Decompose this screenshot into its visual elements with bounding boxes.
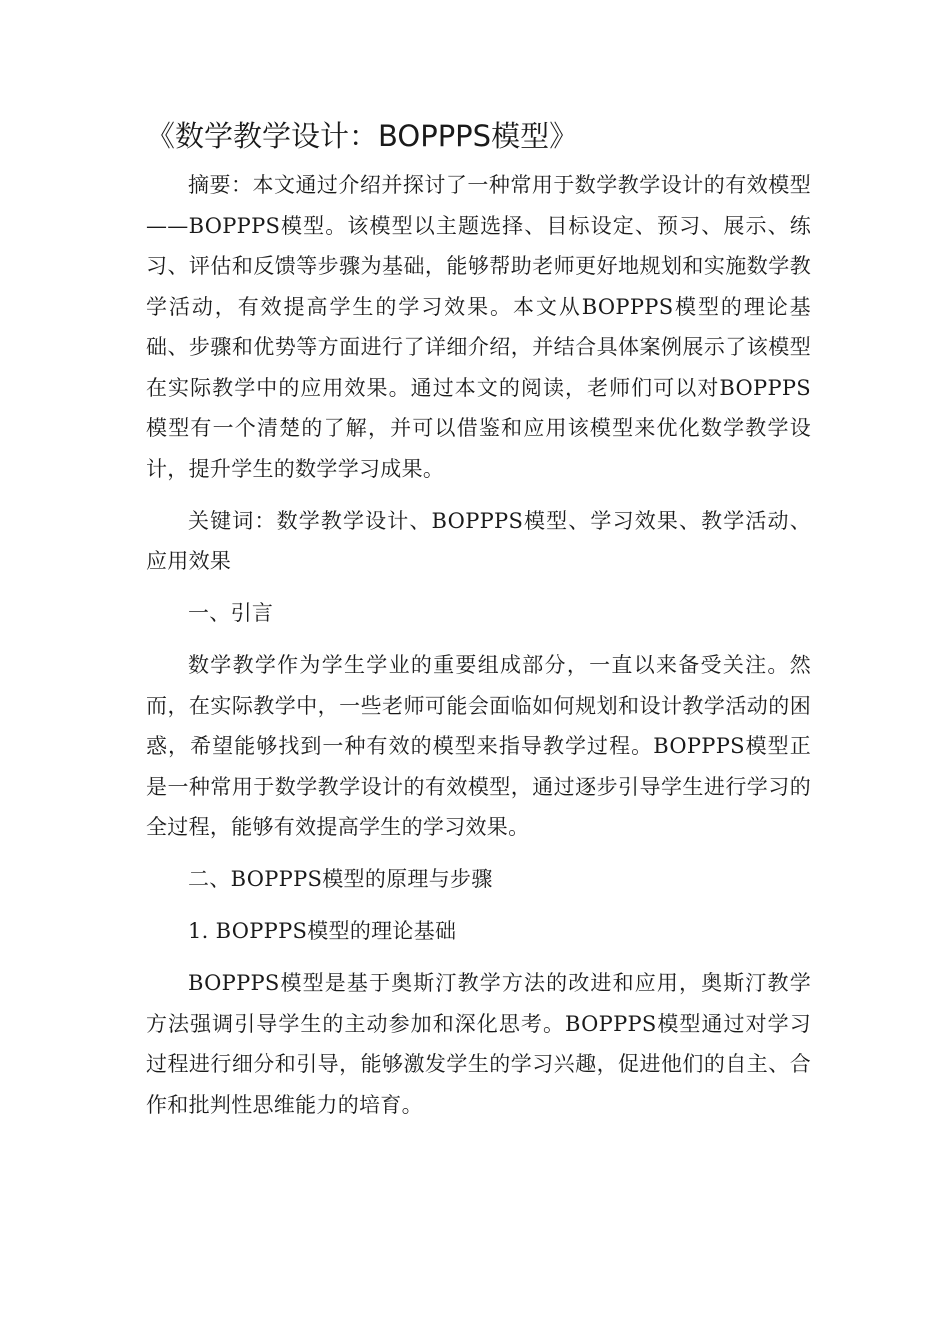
theory-paragraph: BOPPPS模型是基于奥斯汀教学方法的改进和应用，奥斯汀教学方法强调引导学生的主动参加和深化思考。BOPPPS模型通过对学习过程进行细分和引导，能够激发学生的学习兴趣，促进他们的自主、合作和批判性思维能力的培育。 xyxy=(146,971,811,1117)
section-heading-principles: 二、BOPPPS模型的原理与步骤 xyxy=(188,867,493,891)
document-title: 《数学教学设计：BOPPPS模型》 xyxy=(146,119,579,153)
section-heading-introduction: 一、引言 xyxy=(188,601,274,625)
subsection-heading-theory: 1. BOPPPS模型的理论基础 xyxy=(188,919,457,943)
keywords-paragraph: 关键词：数学教学设计、BOPPPS模型、学习效果、教学活动、应用效果 xyxy=(146,508,811,573)
introduction-paragraph: 数学教学作为学生学业的重要组成部分，一直以来备受关注。然而，在实际教学中，一些老师可能会面临如何规划和设计教学活动的困惑，希望能够找到一种有效的模型来指导教学过程。BOPPPS模型正是一种常用于数学教学设计的有效模型，通过逐步引导学生进行学习的全过程，能够有效提高学生的学习效果。 xyxy=(146,653,811,839)
abstract-paragraph: 摘要：本文通过介绍并探讨了一种常用于数学教学设计的有效模型——BOPPPS模型。该模型以主题选择、目标设定、预习、展示、练习、评估和反馈等步骤为基础，能够帮助老师更好地规划和实施数学教学活动，有效提高学生的学习效果。本文从BOPPPS模型的理论基础、步骤和优势等方面进行了详细介绍，并结合具体案例展示了该模型在实际教学中的应用效果。通过本文的阅读，老师们可以对BOPPPS模型有一个清楚的了解，并可以借鉴和应用该模型来优化数学教学设计，提升学生的数学学习成果。 xyxy=(146,173,811,481)
document-body xyxy=(146,165,811,1125)
